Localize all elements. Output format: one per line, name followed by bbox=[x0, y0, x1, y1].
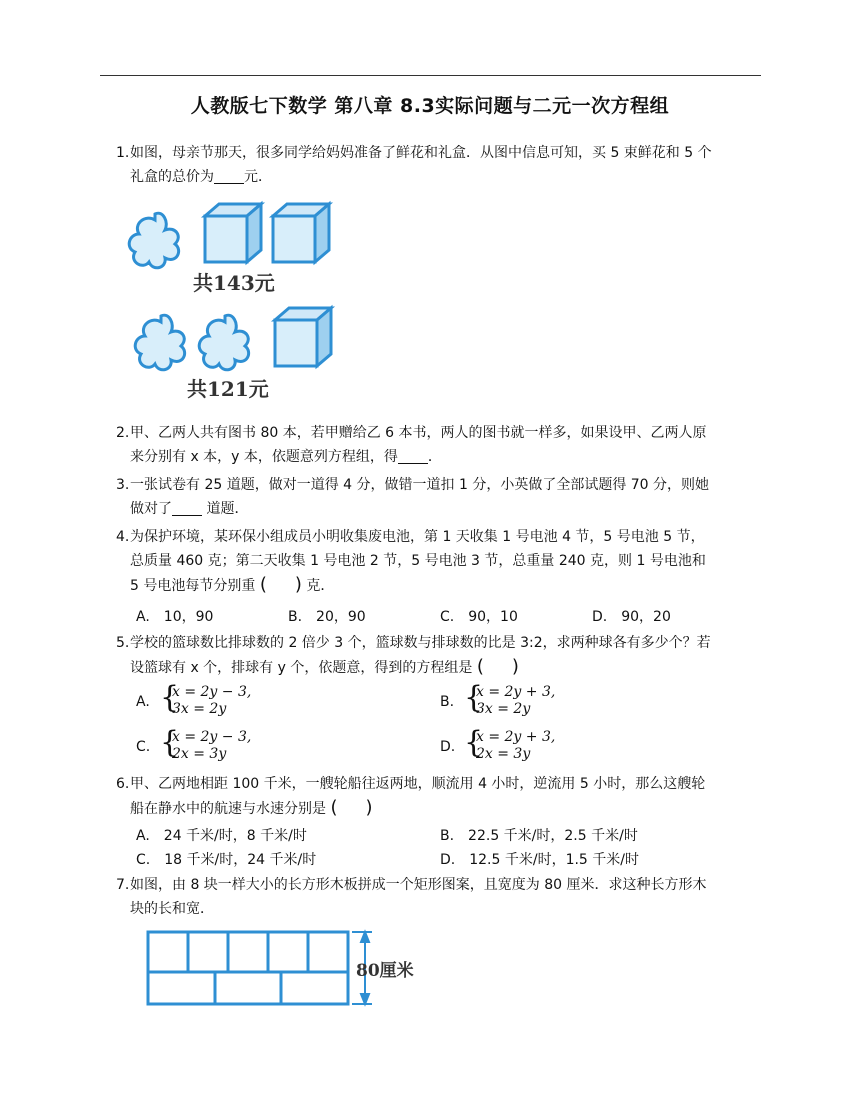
gift-box-icon bbox=[205, 204, 261, 262]
question-text: 道题． bbox=[202, 501, 249, 517]
option-a[interactable]: A. 24 千米/时，8 千米/时 bbox=[136, 828, 307, 844]
question-text: 学校的篮球数比排球数的 2 倍少 3 个，篮球数与排球数的比是 3:2，求两种球各有多少个？若 bbox=[130, 635, 711, 651]
answer-paren-close: ) bbox=[511, 656, 519, 677]
question-number: 4. bbox=[116, 529, 130, 545]
question-2 bbox=[116, 421, 766, 469]
option-label: D. bbox=[440, 739, 456, 755]
equation: x = 2y + 3, bbox=[476, 684, 556, 700]
question-text: 做对了 bbox=[130, 501, 172, 517]
question-text: 总质量 460 克；第二天收集 1 号电池 2 节，5 号电池 3 节，总重量 240 克，则 1 号电池和 bbox=[130, 553, 706, 569]
q1-figure bbox=[125, 198, 340, 408]
answer-blank[interactable] bbox=[398, 447, 428, 464]
question-text: 元． bbox=[244, 169, 272, 185]
question-number: 1. bbox=[116, 145, 130, 161]
question-7 bbox=[116, 873, 766, 921]
brace-icon: { bbox=[160, 680, 180, 715]
option-a[interactable]: A. 10，90 bbox=[136, 609, 214, 625]
flower-icon bbox=[135, 315, 184, 370]
question-text: 船在静水中的航速与水速分别是 bbox=[130, 801, 326, 817]
q7-figure bbox=[140, 924, 440, 1010]
answer-paren-close: ) bbox=[365, 797, 373, 818]
question-number: 3. bbox=[116, 477, 130, 493]
question-text: 克． bbox=[306, 578, 335, 594]
question-4 bbox=[116, 525, 766, 598]
question-number: 2. bbox=[116, 425, 130, 441]
equation: x = 2y − 3, bbox=[172, 729, 252, 745]
option-c[interactable]: C. 90，10 bbox=[440, 609, 518, 625]
option-label: C. bbox=[136, 739, 151, 755]
option-c[interactable]: C. 18 千米/时，24 千米/时 bbox=[136, 852, 317, 868]
equation: x = 2y + 3, bbox=[476, 729, 556, 745]
answer-paren-close: ) bbox=[294, 574, 302, 595]
flower-icon bbox=[129, 213, 178, 268]
question-text: 5 号电池每节分别重 bbox=[130, 578, 256, 594]
question-text: 如图，母亲节那天，很多同学给妈妈准备了鲜花和礼盒．从图中信息可知，买 5 束鲜花和 5 个 bbox=[130, 145, 712, 161]
page-title: 人教版七下数学 第八章 8.3实际问题与二元一次方程组 bbox=[190, 95, 670, 117]
option-b[interactable]: B. 20，90 bbox=[288, 609, 366, 625]
equation: x = 2y − 3, bbox=[172, 684, 252, 700]
dimension-label: 80厘米 bbox=[356, 961, 414, 981]
brace-icon: { bbox=[464, 680, 484, 715]
brace-icon: { bbox=[464, 725, 484, 760]
figure-caption: 共143元 bbox=[193, 271, 275, 295]
answer-blank[interactable] bbox=[214, 167, 244, 184]
figure-caption: 共121元 bbox=[187, 377, 269, 401]
option-b[interactable]: B. 22.5 千米/时，2.5 千米/时 bbox=[440, 828, 638, 844]
gift-box-icon bbox=[275, 308, 331, 366]
question-number: 6. bbox=[116, 776, 130, 792]
equation: 2x = 3y bbox=[172, 746, 227, 762]
question-text: ． bbox=[427, 449, 442, 465]
equation: 3x = 2y bbox=[476, 701, 531, 717]
question-text: 礼盒的总价为 bbox=[130, 169, 214, 185]
answer-paren-open: ( bbox=[476, 656, 484, 677]
option-label: B. bbox=[440, 694, 455, 710]
question-number: 5. bbox=[116, 635, 130, 651]
question-number: 7. bbox=[116, 877, 130, 893]
question-text: 如图，由 8 块一样大小的长方形木板拼成一个矩形图案，且宽度为 80 厘米．求这种长方形木 bbox=[130, 877, 707, 893]
question-text: 为保护环境，某环保小组成员小明收集废电池，第 1 天收集 1 号电池 4 节，5 号电池 5 节， bbox=[130, 529, 705, 545]
equation: 2x = 3y bbox=[476, 746, 531, 762]
question-1 bbox=[116, 141, 766, 189]
option-d[interactable]: D. 90，20 bbox=[592, 609, 671, 625]
equation: 3x = 2y bbox=[172, 701, 227, 717]
brace-icon: { bbox=[160, 725, 180, 760]
gift-box-icon bbox=[273, 204, 329, 262]
question-text: 甲、乙两人共有图书 80 本，若甲赠给乙 6 本书，两人的图书就一样多，如果设甲、乙两人原 bbox=[130, 425, 707, 441]
option-label: A. bbox=[136, 694, 150, 710]
answer-paren-open: ( bbox=[330, 797, 338, 818]
question-text: 设篮球有 x 个，排球有 y 个，依题意，得到的方程组是 bbox=[130, 660, 473, 676]
header-rule bbox=[100, 75, 761, 76]
question-3 bbox=[116, 473, 766, 521]
option-d[interactable]: D. 12.5 千米/时，1.5 千米/时 bbox=[440, 852, 640, 868]
flower-icon bbox=[199, 315, 248, 370]
rectangle-pattern bbox=[148, 932, 348, 1004]
question-text: 一张试卷有 25 道题，做对一道得 4 分，做错一道扣 1 分，小英做了全部试题得 70 分，则她 bbox=[130, 477, 710, 493]
question-text: 块的长和宽． bbox=[130, 901, 214, 917]
question-5 bbox=[116, 631, 766, 680]
answer-paren-open: ( bbox=[259, 574, 267, 595]
question-6 bbox=[116, 772, 766, 821]
question-text: 甲、乙两地相距 100 千米，一艘轮船往返两地，顺流用 4 小时，逆流用 5 小时，那么这艘轮 bbox=[130, 776, 706, 792]
answer-blank[interactable] bbox=[172, 499, 202, 516]
question-text: 来分别有 x 本，y 本，依题意列方程组，得 bbox=[130, 449, 398, 465]
